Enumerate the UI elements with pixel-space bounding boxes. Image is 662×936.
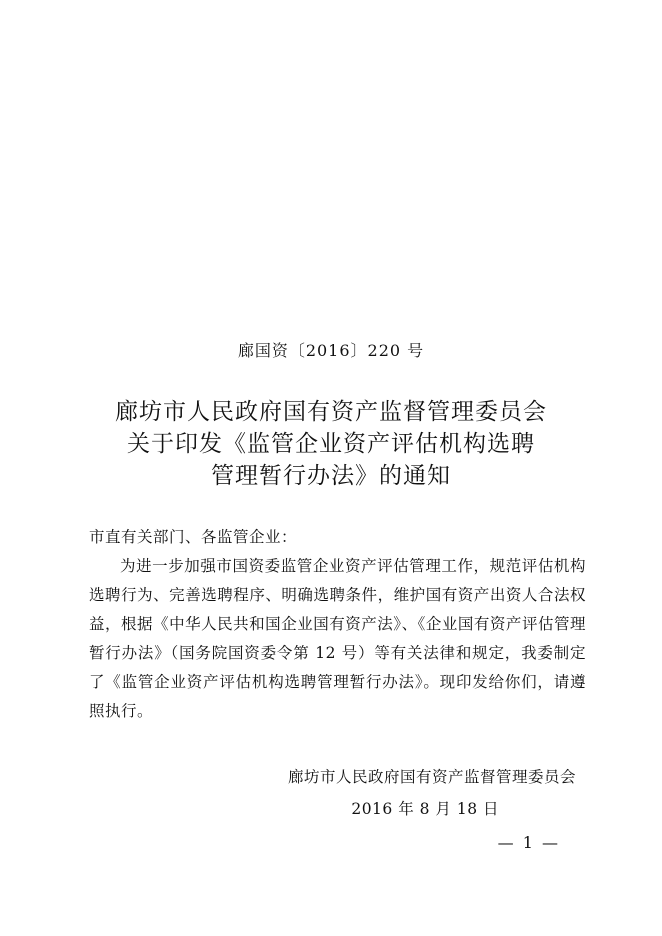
- body-paragraph: 为进一步加强市国资委监管企业资产评估管理工作，规范评估机构选聘行为、完善选聘程序、明确选聘条件，维护国有资产出资人合法权益，根据《中华人民共和国企业国有资产法》、《企业国有资产评估管理暂行办法》（国务院国资委令第 12 号）等有关法律和规定，我委制定了《监管企业资产评估机构选聘管理暂行办法》。现印发给你们，请遵照执行。: [89, 557, 586, 720]
- title-line-1: 廊坊市人民政府国有资产监督管理委员会: [115, 399, 547, 425]
- signature-organization: 廊坊市人民政府国有资产监督管理委员会: [287, 768, 576, 786]
- salutation: 市直有关部门、各监管企业：: [89, 528, 298, 546]
- signature-date: 2016 年 8 月 18 日: [351, 800, 499, 818]
- document-body: [89, 523, 586, 726]
- document-title: [0, 396, 662, 492]
- title-line-2: 关于印发《监管企业资产评估机构选聘: [127, 431, 535, 457]
- document-number: 廊国资〔2016〕220 号: [237, 341, 425, 360]
- page-number: — 1 —: [497, 833, 560, 852]
- title-line-3: 管理暂行办法》的通知: [211, 463, 451, 489]
